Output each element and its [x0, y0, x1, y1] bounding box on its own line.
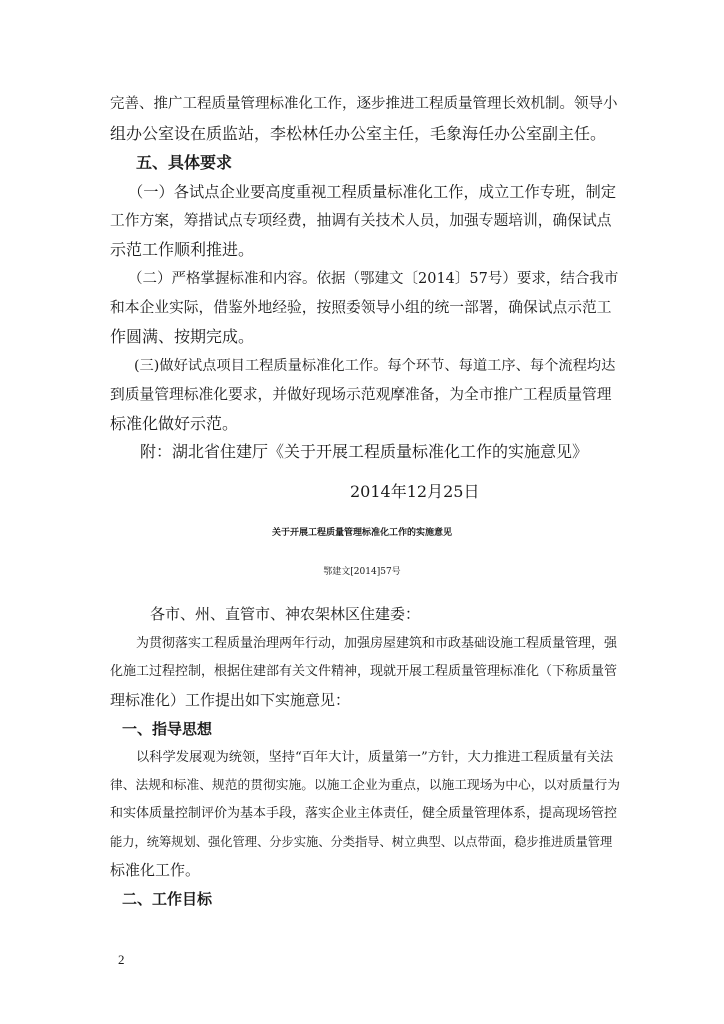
paragraph-line: 以科学发展观为统领，坚持“百年大计，质量第一”方针，大力推进工程质量有关法	[136, 750, 614, 765]
paragraph-line: 化施工过程控制，根据住建部有关文件精神，现就开展工程质量管理标准化（下称质量管	[110, 664, 618, 679]
paragraph-line: 示范工作顺利推进。	[110, 240, 255, 259]
paragraph-line: 和实体质量控制评价为基本手段，落实企业主体责任，健全质量管理体系，提高现场管控	[110, 806, 618, 821]
paragraph-line: 工作方案，筹措试点专项经费，抽调有关技术人员，加强专题培训，确保试点	[110, 212, 612, 229]
document-title: 关于开展工程质量管理标准化工作的实施意见	[271, 528, 452, 538]
paragraph-line: 能力，统筹规划、强化管理、分步实施、分类指导、树立典型、以点带面，稳步推进质量管理	[110, 835, 613, 849]
paragraph-line: 组办公室设在质监站，李松林任办公室主任，毛象海任办公室副主任。	[110, 124, 607, 143]
section-heading-1: 一、指导思想	[122, 720, 213, 738]
paragraph-line: （一）各试点企业要高度重视工程质量标准化工作，成立工作专班，制定	[128, 183, 616, 201]
attachment-note: 附：湖北省住建厅《关于开展工程质量标准化工作的实施意见》	[140, 442, 589, 461]
paragraph-line: 标准化工作。	[110, 861, 201, 879]
paragraph-line: 到质量管理标准化要求，并做好现场示范观摩准备，为全市推广工程质量管理	[110, 386, 612, 403]
paragraph-line: 理标准化）工作提出如下实施意见：	[110, 691, 351, 709]
page-number: 2	[118, 952, 125, 967]
document-number: 鄂建文[2014]57号	[323, 567, 401, 577]
paragraph-line: 为贯彻落实工程质量治理两年行动，加强房屋建筑和市政基础设施工程质量管理，强	[136, 636, 618, 651]
paragraph-line: 完善、推广工程质量管理标准化工作，逐步推进工程质量管理长效机制。领导小	[110, 96, 618, 112]
paragraph-line: 律、法规和标准、规范的贯彻实施。以施工企业为重点，以施工现场为中心，以对质量行为	[110, 778, 620, 793]
section-heading-2: 二、工作目标	[122, 890, 213, 908]
paragraph-line: 作圆满、按期完成。	[110, 327, 255, 346]
paragraph-line: (三)做好试点项目工程质量标准化工作。每个环节、每道工序、每个流程均达	[134, 358, 616, 374]
paragraph-line: 标准化做好示范。	[110, 414, 239, 433]
paragraph-line: （二）严格掌握标准和内容。依据（鄂建文〔2014〕57号）要求，结合我市	[128, 271, 619, 287]
document-date: 2014年12月25日	[350, 482, 480, 501]
addressee: 各市、州、直管市、神农架林区住建委：	[150, 605, 421, 623]
section-heading-5: 五、具体要求	[136, 153, 233, 172]
paragraph-line: 和本企业实际，借鉴外地经验，按照委领导小组的统一部署，确保试点示范工	[110, 299, 612, 316]
